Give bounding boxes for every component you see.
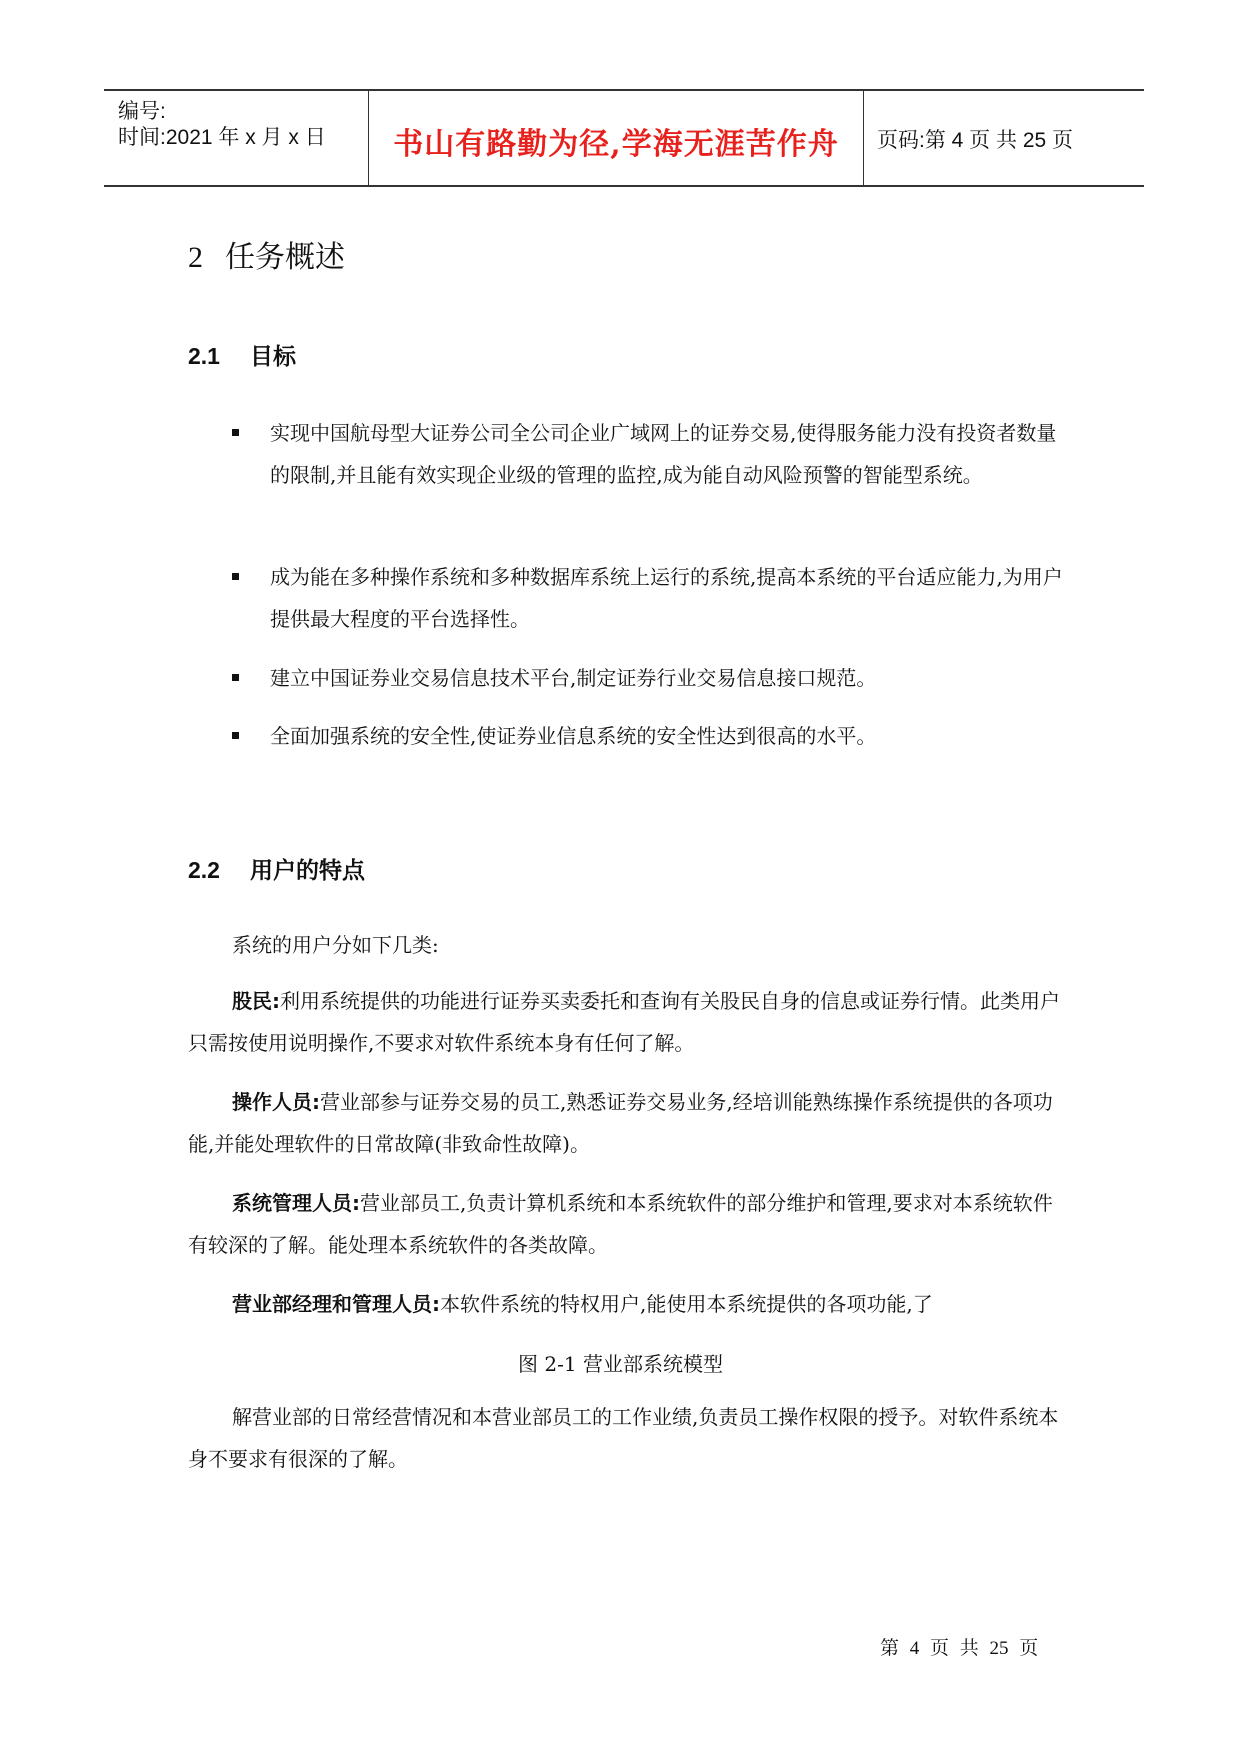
continuation-paragraph: 解营业部的日常经营情况和本营业部员工的工作业绩,负责员工操作权限的授予。对软件系统本身不要求有很深的了解。 xyxy=(188,1405,1059,1471)
page-header xyxy=(104,89,1144,187)
user-type-paragraph xyxy=(188,1283,1068,1325)
section-number: 2 xyxy=(188,241,203,274)
square-bullet-icon xyxy=(232,674,239,681)
subsection-number: 2.1 xyxy=(188,343,220,369)
user-type-label: 操作人员: xyxy=(232,1090,320,1114)
goal-bullet xyxy=(232,715,1072,757)
user-type-description: 营业部参与证券交易的员工,熟悉证券交易业务,经培训能熟练操作系统提供的各项功能,并能处理软件的日常故障(非致命性故障)。 xyxy=(188,1090,1053,1156)
section-heading xyxy=(188,232,345,276)
document-number-label: 编号: xyxy=(118,100,166,123)
header-left-cell xyxy=(104,91,368,185)
goal-bullet-text: 建立中国证券业交易信息技术平台,制定证券行业交易信息接口规范。 xyxy=(270,666,877,690)
subsection-title: 目标 xyxy=(249,343,296,369)
goal-bullet-text: 成为能在多种操作系统和多种数据库系统上运行的系统,提高本系统的平台适应能力,为用户提供最大程度的平台选择性。 xyxy=(270,565,1063,631)
user-type-label: 营业部经理和管理人员: xyxy=(232,1292,440,1316)
square-bullet-icon xyxy=(232,429,239,436)
page-footer: 第 4 页 共 25 页 xyxy=(880,1638,1039,1659)
user-type-paragraph xyxy=(188,1182,1068,1266)
user-type-description: 本软件系统的特权用户,能使用本系统提供的各项功能,了 xyxy=(440,1292,933,1316)
user-type-label: 股民: xyxy=(232,989,280,1013)
user-type-paragraph xyxy=(188,1081,1068,1165)
square-bullet-icon xyxy=(232,732,239,739)
goal-bullet xyxy=(232,556,1072,640)
header-right-cell xyxy=(863,91,1144,185)
square-bullet-icon xyxy=(232,573,239,580)
user-type-label: 系统管理人员: xyxy=(232,1191,360,1215)
subsection-heading-goals xyxy=(188,338,296,371)
goal-bullet xyxy=(232,657,1072,699)
goal-bullet-text: 全面加强系统的安全性,使证券业信息系统的安全性达到很高的水平。 xyxy=(270,724,877,748)
goal-bullet xyxy=(232,412,1072,496)
figure-caption: 图 2-1 营业部系统模型 xyxy=(518,1352,723,1376)
users-intro: 系统的用户分如下几类: xyxy=(232,933,439,957)
header-motto-cell xyxy=(368,91,864,185)
user-type-description: 营业部员工,负责计算机系统和本系统软件的部分维护和管理,要求对本系统软件有较深的了解。能处理本系统软件的各类故障。 xyxy=(188,1191,1053,1257)
user-type-paragraph xyxy=(188,980,1068,1064)
header-page-label: 页码:第 4 页 共 25 页 xyxy=(877,129,1074,152)
subsection-number: 2.2 xyxy=(188,857,220,883)
user-type-description: 利用系统提供的功能进行证券买卖委托和查询有关股民自身的信息或证券行情。此类用户只需按使用说明操作,不要求对软件系统本身有任何了解。 xyxy=(188,989,1060,1055)
goal-bullet-text: 实现中国航母型大证券公司全公司企业广域网上的证券交易,使得服务能力没有投资者数量的限制,并且能有效实现企业级的管理的监控,成为能自动风险预警的智能型系统。 xyxy=(270,421,1057,487)
subsection-heading-users xyxy=(188,852,365,885)
section-title: 任务概述 xyxy=(225,240,345,275)
document-time-label: 时间:2021 年 x 月 x 日 xyxy=(118,126,326,149)
subsection-title: 用户的特点 xyxy=(249,857,365,883)
header-motto: 书山有路勤为径,学海无涯苦作舟 xyxy=(393,127,839,162)
